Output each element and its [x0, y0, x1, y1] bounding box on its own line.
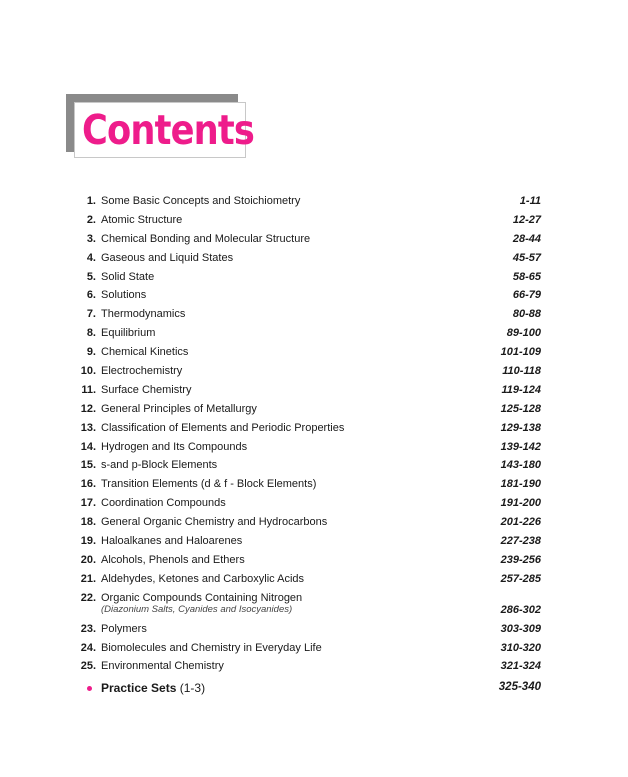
chapter-number: 19.	[80, 535, 96, 548]
chapter-number: 14.	[80, 440, 96, 453]
chapter-title: Alcohols, Phenols and Ethers	[101, 553, 245, 566]
toc-row[interactable]	[0, 325, 628, 344]
chapter-number: 7.	[86, 308, 96, 321]
chapter-number: 10.	[80, 365, 96, 378]
chapter-number: 6.	[86, 289, 96, 302]
toc-row[interactable]	[0, 306, 628, 325]
chapter-number: 13.	[80, 421, 96, 434]
chapter-pages: 227-238	[500, 535, 541, 548]
chapter-number: 21.	[80, 572, 96, 585]
chapter-pages: 286-302	[500, 603, 541, 616]
toc-row[interactable]	[0, 476, 628, 495]
toc-row[interactable]	[0, 193, 628, 212]
chapter-pages: 139-142	[500, 440, 541, 453]
chapter-number: 3.	[86, 232, 96, 245]
chapter-title: Some Basic Concepts and Stoichiometry	[101, 195, 301, 207]
chapter-pages: 191-200	[500, 497, 541, 510]
chapter-title: Aldehydes, Ketones and Carboxylic Acids	[101, 572, 305, 585]
toc-row[interactable]	[0, 212, 628, 231]
chapter-pages: 119-124	[501, 383, 541, 396]
chapter-title: Gaseous and Liquid States	[101, 251, 234, 264]
chapter-number: 1.	[86, 195, 96, 207]
chapter-pages: 125-128	[500, 402, 541, 415]
chapter-pages: 66-79	[512, 289, 541, 302]
chapter-number: 9.	[86, 346, 96, 359]
chapter-pages: 101-109	[500, 346, 541, 359]
chapter-number: 8.	[86, 327, 96, 340]
chapter-title: Environmental Chemistry	[101, 660, 224, 673]
toc-row[interactable]	[0, 533, 628, 552]
toc-row[interactable]	[0, 658, 628, 677]
chapter-title: General Principles of Metallurgy	[101, 402, 257, 415]
chapter-title: Electrochemistry	[101, 365, 183, 378]
chapter-pages: 80-88	[512, 308, 541, 321]
toc-row[interactable]	[0, 552, 628, 571]
chapter-pages: 201-226	[500, 516, 541, 529]
chapter-number: 25.	[80, 660, 96, 673]
toc-row[interactable]	[0, 287, 628, 306]
chapter-title: Equilibrium	[101, 327, 156, 340]
chapter-title: Polymers	[101, 622, 147, 635]
toc-row[interactable]	[0, 231, 628, 250]
chapter-pages: 12-27	[512, 213, 541, 226]
chapter-title: Biomolecules and Chemistry in Everyday Life	[101, 641, 322, 654]
toc-row[interactable]	[0, 269, 628, 288]
chapter-pages: 239-256	[500, 553, 541, 566]
chapter-pages: 310-320	[500, 641, 541, 654]
chapter-pages: 129-138	[500, 421, 541, 434]
chapter-subtitle: (Diazonium Salts, Cyanides and Isocyanides)	[101, 603, 293, 615]
chapter-pages: 257-285	[500, 572, 541, 585]
chapter-title: General Organic Chemistry and Hydrocarbons	[101, 516, 328, 529]
chapter-number: 15.	[80, 459, 96, 472]
chapter-pages: 58-65	[512, 270, 541, 283]
chapter-number: 11.	[81, 383, 96, 396]
toc-row[interactable]	[0, 640, 628, 659]
chapter-number: 5.	[86, 270, 96, 283]
practice-sets-range: (1-3)	[176, 681, 206, 696]
chapter-pages: 89-100	[506, 327, 541, 340]
chapter-title: Thermodynamics	[101, 308, 186, 321]
chapter-number: 24.	[80, 641, 96, 654]
chapter-title: Hydrogen and Its Compounds	[101, 440, 248, 453]
chapter-title: Atomic Structure	[101, 213, 183, 226]
practice-sets-row[interactable]	[0, 679, 628, 701]
toc-row[interactable]	[0, 382, 628, 401]
bullet-icon	[87, 686, 92, 691]
chapter-title: Chemical Kinetics	[101, 346, 189, 359]
chapter-pages: 303-309	[500, 622, 541, 635]
chapter-number: 18.	[80, 516, 96, 529]
page-title: Contents	[82, 106, 255, 154]
chapter-pages: 321-324	[500, 660, 541, 673]
table-of-contents	[0, 193, 628, 701]
chapter-number: 12.	[80, 402, 96, 415]
chapter-pages: 110-118	[502, 365, 541, 378]
chapter-number: 23.	[80, 622, 96, 635]
chapter-pages: 143-180	[500, 459, 541, 472]
toc-row[interactable]	[0, 250, 628, 269]
toc-row[interactable]	[0, 344, 628, 363]
chapter-title: Transition Elements (d & f - Block Elements)	[101, 478, 317, 491]
toc-row[interactable]	[0, 590, 628, 621]
chapter-title: Chemical Bonding and Molecular Structure	[101, 232, 311, 245]
toc-row[interactable]	[0, 621, 628, 640]
chapter-title: Classification of Elements and Periodic Properties	[101, 421, 345, 434]
toc-row[interactable]	[0, 495, 628, 514]
chapter-number: 22.	[80, 591, 96, 604]
toc-row[interactable]	[0, 401, 628, 420]
chapter-number: 2.	[86, 213, 96, 226]
chapter-title: Solid State	[101, 270, 155, 283]
chapter-title: s-and p-Block Elements	[101, 459, 218, 472]
practice-sets-title	[101, 681, 205, 695]
chapter-number: 16.	[80, 478, 96, 491]
chapter-pages: 28-44	[512, 232, 541, 245]
toc-row[interactable]	[0, 363, 628, 382]
toc-row[interactable]	[0, 514, 628, 533]
chapter-number: 17.	[80, 497, 96, 510]
chapter-pages: 45-57	[512, 251, 541, 264]
toc-row[interactable]	[0, 420, 628, 439]
chapter-title: Coordination Compounds	[101, 497, 226, 510]
toc-row[interactable]	[0, 457, 628, 476]
chapter-number: 4.	[86, 251, 96, 264]
practice-sets-label: Practice Sets	[101, 681, 177, 696]
chapter-pages: 1-11	[519, 195, 541, 207]
chapter-title: Surface Chemistry	[101, 383, 192, 396]
practice-sets-pages: 325-340	[498, 681, 541, 694]
chapter-number: 20.	[80, 553, 96, 566]
toc-row[interactable]	[0, 571, 628, 590]
chapter-pages: 181-190	[500, 478, 541, 491]
chapter-title: Organic Compounds Containing Nitrogen	[101, 591, 303, 604]
chapter-title: Haloalkanes and Haloarenes	[101, 535, 243, 548]
toc-row[interactable]	[0, 439, 628, 458]
chapter-title: Solutions	[101, 289, 147, 302]
